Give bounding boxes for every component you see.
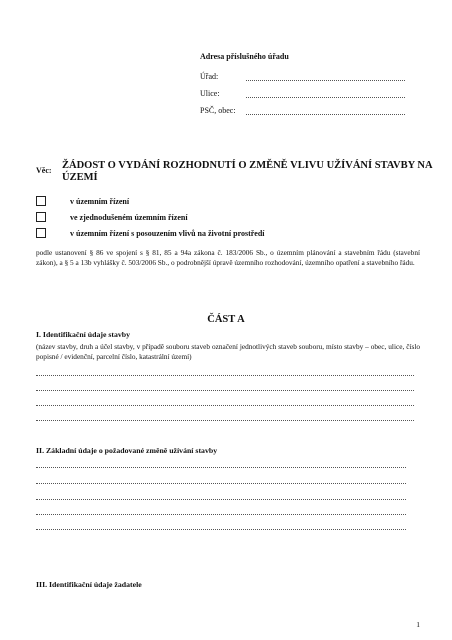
fill-line[interactable]: [36, 528, 406, 530]
address-field-line: [246, 107, 405, 115]
address-field-office[interactable]: [200, 72, 405, 81]
address-field-label: Úřad:: [200, 72, 219, 81]
fill-line[interactable]: [36, 482, 406, 484]
subject-label: Věc:: [36, 166, 52, 175]
fill-line[interactable]: [36, 374, 414, 376]
document-title: ŽÁDOST O VYDÁNÍ ROZHODNUTÍ O ZMĚNĚ VLIVU UŽÍVÁNÍ STAVBY NA ÚZEMÍ: [62, 160, 433, 183]
address-heading: Adresa příslušného úřadu: [200, 52, 289, 61]
page-number: 1: [416, 620, 420, 629]
fill-line[interactable]: [36, 498, 406, 500]
option-territorial-proceeding[interactable]: [36, 196, 129, 206]
address-field-label: PSČ, obec:: [200, 106, 236, 115]
fill-line[interactable]: [36, 466, 406, 468]
option-label: ve zjednodušeném územním řízení: [70, 212, 188, 222]
option-eia-proceeding[interactable]: [36, 228, 265, 238]
fill-line[interactable]: [36, 404, 414, 406]
section-note-building: (název stavby, druh a účel stavby, v případě souboru staveb označení jednotlivých staveb souboru, místo stavby – obec, ulice, číslo popisné / evidenční, parcelní číslo, katastrální území): [36, 342, 420, 361]
option-simplified-proceeding[interactable]: [36, 212, 188, 222]
checkbox[interactable]: [36, 228, 46, 238]
section-heading-building: I. Identifikační údaje stavby: [36, 330, 131, 339]
option-label: v územním řízení s posouzením vlivů na životní prostředí: [70, 228, 265, 238]
address-field-label: Ulice:: [200, 89, 220, 98]
address-field-line: [246, 90, 405, 98]
fill-line[interactable]: [36, 419, 414, 421]
section-heading-change: II. Základní údaje o požadované změně užívání stavby: [36, 446, 218, 455]
address-field-zip-city[interactable]: [200, 106, 405, 115]
section-heading-applicant: III. Identifikační údaje žadatele: [36, 580, 142, 589]
part-title: ČÁST A: [207, 314, 245, 325]
checkbox[interactable]: [36, 196, 46, 206]
legal-basis-text: podle ustanovení § 86 ve spojení s § 81, 85 a 94a zákona č. 183/2006 Sb., o územním plánování a stavebním řádu (stavební zákon), a § 5 a 13b vyhlášky č. 503/2006 Sb., o podrobnější úpravě územního rozhodování, územního opatření a stavebního řádu.: [36, 248, 420, 267]
option-label: v územním řízení: [70, 196, 130, 206]
checkbox[interactable]: [36, 212, 46, 222]
address-field-line: [246, 73, 405, 81]
fill-line[interactable]: [36, 389, 414, 391]
address-field-street[interactable]: [200, 89, 405, 98]
fill-line[interactable]: [36, 513, 406, 515]
